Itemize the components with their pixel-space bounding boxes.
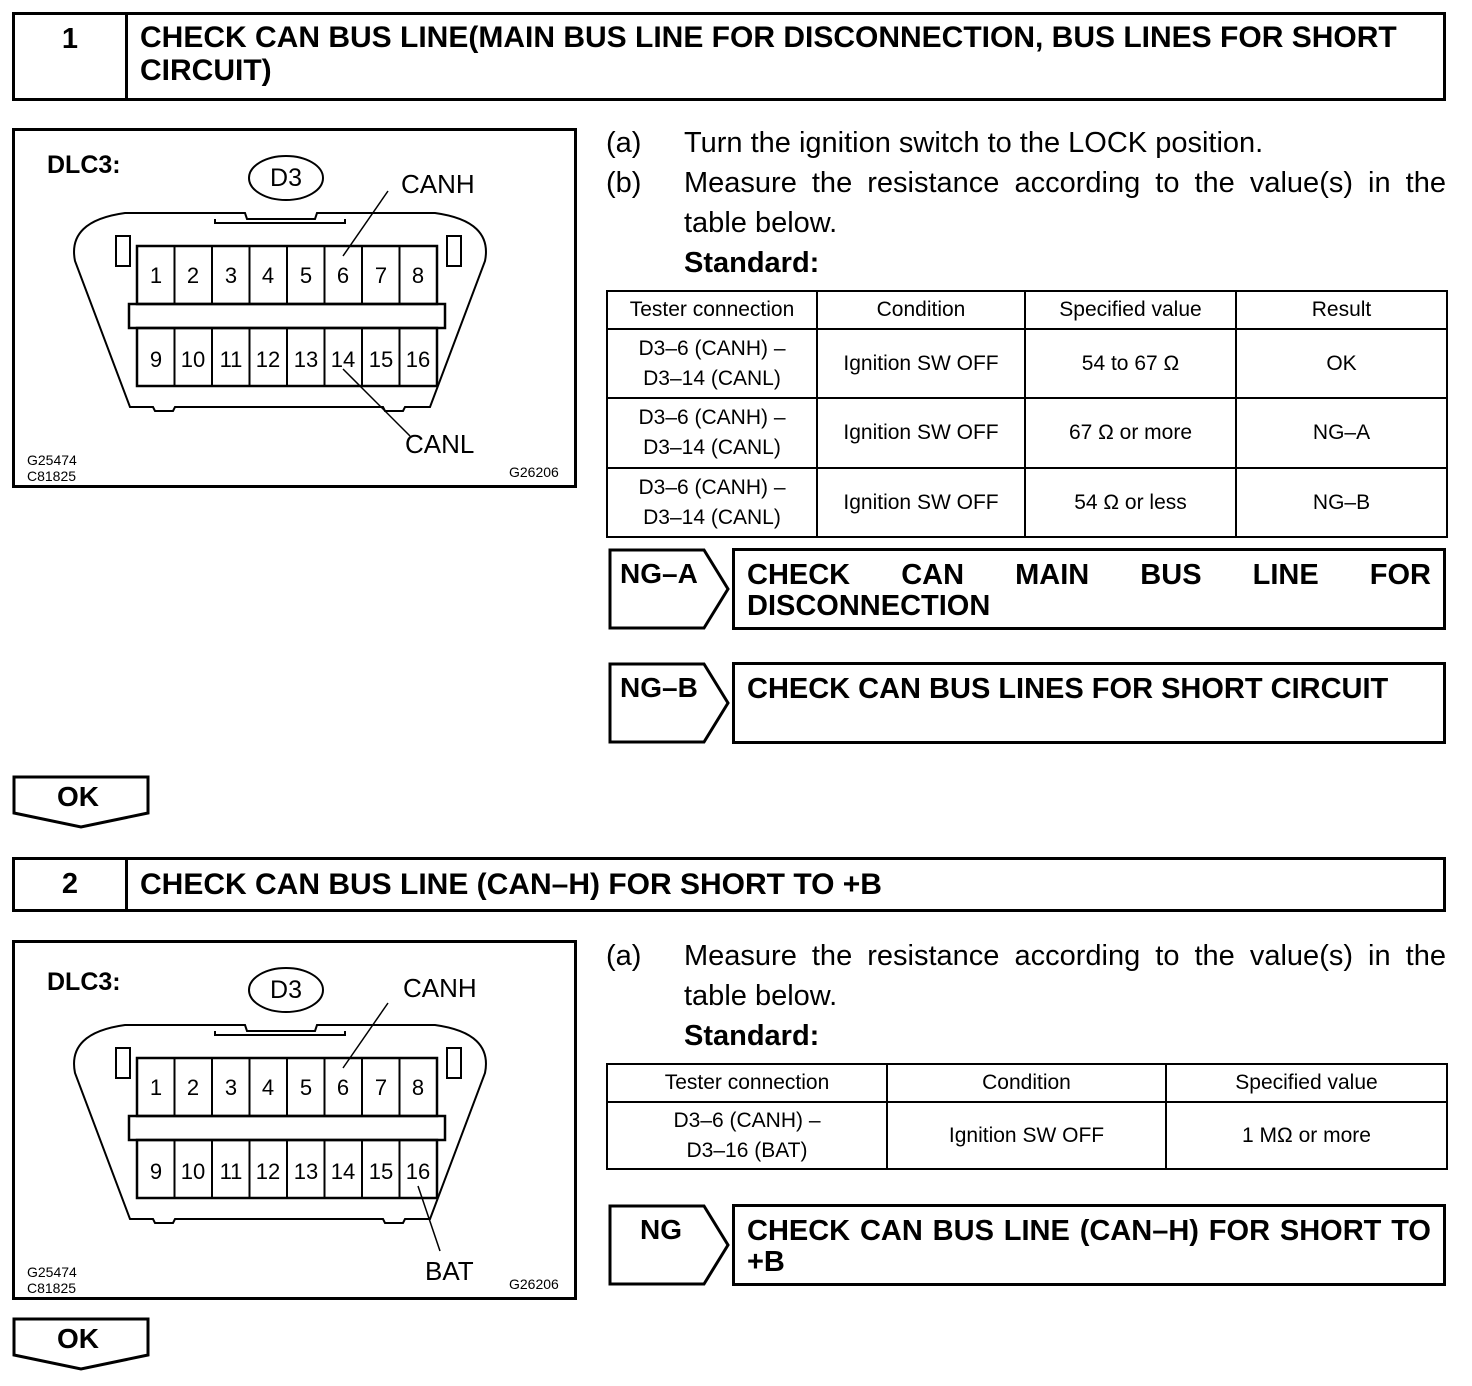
instruction-text: Turn the ignition switch to the LOCK position.: [684, 127, 1264, 159]
pin-1: 1: [149, 1075, 163, 1100]
ng-label: NG: [640, 1214, 682, 1245]
ng-b-action: CHECK CAN BUS LINES FOR SHORT CIRCUIT: [732, 662, 1446, 744]
ng-arrow-tag: [608, 1204, 732, 1286]
connector-label: D3: [270, 164, 302, 192]
ng-b-arrow-tag: [608, 662, 732, 744]
pin-5: 5: [299, 1075, 313, 1100]
ng-b-result[interactable]: [608, 662, 1446, 744]
instruction-item: [606, 123, 1446, 163]
pin-5: 5: [299, 263, 313, 288]
result-cell: NG–B: [1236, 468, 1447, 537]
figure-code: G26206: [509, 464, 559, 480]
specified-value-cell: 1 MΩ or more: [1166, 1102, 1447, 1169]
pin-14: 14: [330, 1159, 356, 1184]
pin-12: 12: [255, 347, 281, 372]
dlc3-diagram: [12, 940, 577, 1300]
pin-10: 10: [180, 347, 206, 372]
instruction-label: (a): [606, 940, 642, 972]
ng-a-label: NG–A: [620, 558, 698, 589]
pin-2: 2: [186, 1075, 200, 1100]
instruction-label: (b): [606, 167, 642, 199]
figure-code: C81825: [27, 1280, 77, 1296]
canh-label: CANH: [401, 169, 475, 199]
condition-cell: Ignition SW OFF: [887, 1102, 1166, 1169]
column-header: Specified value: [1166, 1064, 1447, 1102]
column-header: Specified value: [1025, 291, 1236, 329]
pin-13: 13: [293, 1159, 319, 1184]
ok-tag-2[interactable]: [12, 1317, 150, 1371]
pin-8: 8: [411, 1075, 425, 1100]
dlc-label: DLC3:: [47, 151, 121, 179]
pin-9: 9: [149, 1159, 163, 1184]
specified-value-cell: 54 Ω or less: [1025, 468, 1236, 537]
step-1-instructions: [606, 123, 1446, 283]
ok-label: OK: [57, 1323, 99, 1354]
ok-tag-1[interactable]: [12, 775, 150, 829]
step-2-header: [12, 857, 1446, 912]
pin-7: 7: [374, 1075, 388, 1100]
step-title: CHECK CAN BUS LINE(MAIN BUS LINE FOR DISCONNECTION, BUS LINES FOR SHORT CIRCUIT): [140, 21, 1397, 87]
standard-label: Standard:: [684, 247, 820, 279]
column-header: Result: [1236, 291, 1447, 329]
step-2-instructions: [606, 936, 1446, 1056]
table-header-row: [607, 291, 1447, 329]
table-row: [607, 329, 1447, 398]
tester-connection-cell: D3–6 (CANH) – D3–16 (BAT): [607, 1102, 887, 1169]
pin-4: 4: [261, 263, 275, 288]
pin-2: 2: [186, 263, 200, 288]
table-row: [607, 1102, 1447, 1169]
bat-label: BAT: [425, 1256, 474, 1286]
table-header-row: [607, 1064, 1447, 1102]
ng-b-label: NG–B: [620, 672, 698, 703]
canl-label: CANL: [405, 429, 475, 459]
instruction-label: (a): [606, 127, 642, 159]
figure-code: G25474: [27, 1264, 77, 1280]
dlc-label: DLC3:: [47, 968, 121, 996]
step-title: CHECK CAN BUS LINE (CAN–H) FOR SHORT TO +B: [140, 868, 882, 901]
canh-label: CANH: [403, 973, 477, 1003]
pin-12: 12: [255, 1159, 281, 1184]
column-header: Condition: [887, 1064, 1166, 1102]
pin-6: 6: [336, 263, 350, 288]
pin-15: 15: [368, 347, 394, 372]
instruction-text: Measure the resistance according to the value(s) in the table below.: [684, 167, 1446, 239]
instruction-item: [606, 163, 1446, 243]
pin-11: 11: [219, 1159, 243, 1184]
pin-4: 4: [261, 1075, 275, 1100]
pin-6: 6: [336, 1075, 350, 1100]
dlc3-connector-drawing: [15, 131, 574, 485]
figure-code: G26206: [509, 1276, 559, 1292]
specified-value-cell: 67 Ω or more: [1025, 398, 1236, 468]
table-row: [607, 468, 1447, 537]
pin-1: 1: [149, 263, 163, 288]
pin-15: 15: [368, 1159, 394, 1184]
pin-11: 11: [219, 347, 243, 372]
tester-connection-cell: D3–6 (CANH) – D3–14 (CANL): [607, 329, 817, 398]
pin-9: 9: [149, 347, 163, 372]
column-header: Condition: [817, 291, 1025, 329]
ng-action: CHECK CAN BUS LINE (CAN–H) FOR SHORT TO +B: [732, 1204, 1446, 1286]
connector-label: D3: [270, 976, 302, 1004]
condition-cell: Ignition SW OFF: [817, 329, 1025, 398]
pin-3: 3: [224, 1075, 238, 1100]
table-row: [607, 398, 1447, 468]
pin-14: 14: [330, 347, 356, 372]
pin-3: 3: [224, 263, 238, 288]
step-number: 2: [15, 860, 128, 909]
figure-code: C81825: [27, 468, 77, 484]
column-header: Tester connection: [607, 291, 817, 329]
result-cell: NG–A: [1236, 398, 1447, 468]
specified-value-cell: 54 to 67 Ω: [1025, 329, 1236, 398]
ok-label: OK: [57, 781, 99, 812]
result-cell: OK: [1236, 329, 1447, 398]
ng-result[interactable]: [608, 1204, 1446, 1286]
pin-13: 13: [293, 347, 319, 372]
ng-a-arrow-tag: [608, 548, 732, 630]
condition-cell: Ignition SW OFF: [817, 398, 1025, 468]
ng-a-action: CHECK CAN MAIN BUS LINE FOR DISCONNECTION: [732, 548, 1446, 630]
step-1-spec-table: [606, 290, 1446, 538]
pin-10: 10: [180, 1159, 206, 1184]
tester-connection-cell: D3–6 (CANH) – D3–14 (CANL): [607, 398, 817, 468]
figure-code: G25474: [27, 452, 77, 468]
instruction-text: Measure the resistance according to the value(s) in the table below.: [684, 940, 1446, 1012]
pin-16: 16: [405, 347, 431, 372]
column-header: Tester connection: [607, 1064, 887, 1102]
pin-8: 8: [411, 263, 425, 288]
pin-16: 16: [405, 1159, 431, 1184]
ng-a-result[interactable]: [608, 548, 1446, 630]
pin-7: 7: [374, 263, 388, 288]
tester-connection-cell: D3–6 (CANH) – D3–14 (CANL): [607, 468, 817, 537]
step-number: 1: [15, 15, 128, 98]
condition-cell: Ignition SW OFF: [817, 468, 1025, 537]
dlc3-diagram: [12, 128, 577, 488]
step-2-spec-table: [606, 1063, 1446, 1170]
step-1-header: [12, 12, 1446, 101]
dlc3-connector-drawing: [15, 943, 574, 1297]
standard-label: Standard:: [684, 1020, 820, 1052]
instruction-item: [606, 936, 1446, 1016]
